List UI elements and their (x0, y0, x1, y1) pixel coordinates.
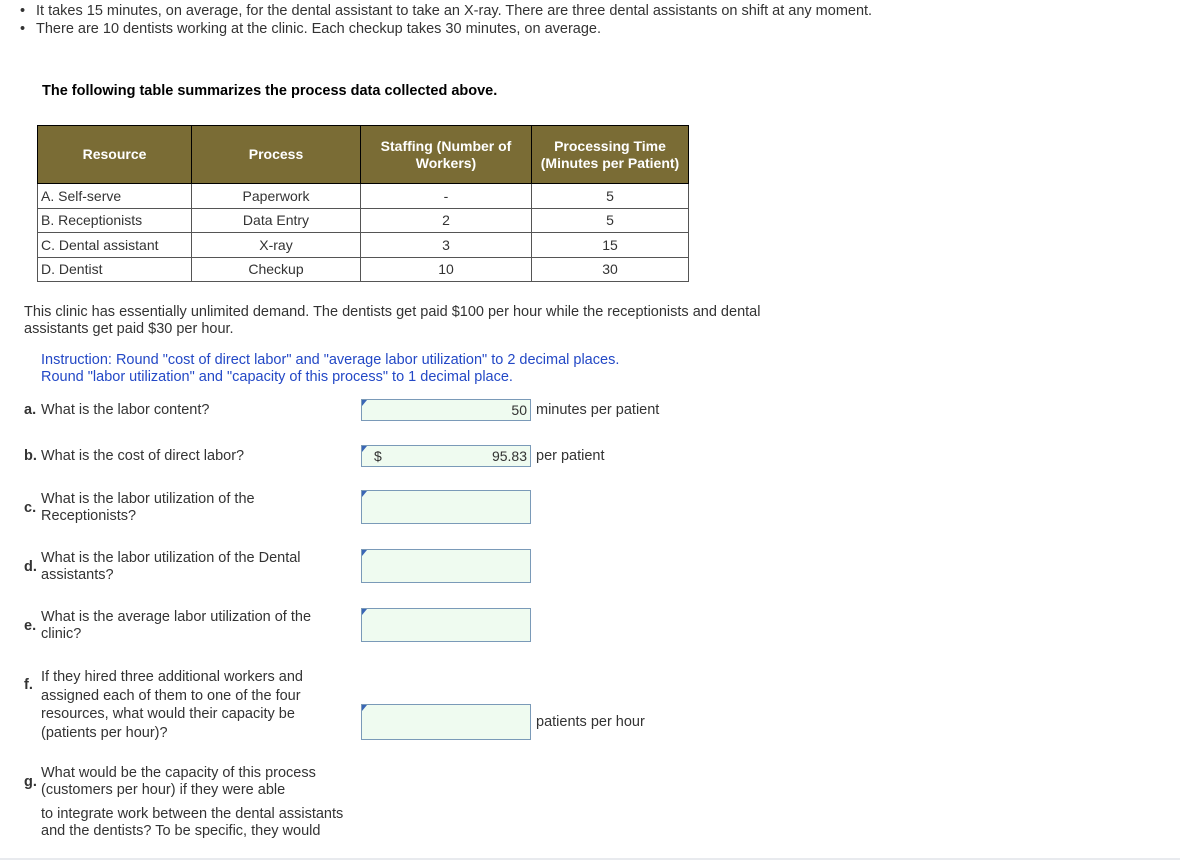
instruction-line-2: Round "labor utilization" and "capacity of this process" to 1 decimal place. (41, 369, 513, 385)
cell-processing-time: 5 (532, 208, 689, 233)
question-c-text (41, 491, 255, 525)
table-row (38, 184, 689, 209)
answer-f-unit: patients per hour (536, 714, 645, 730)
demand-paragraph: This clinic has essentially unlimited demand. The dentists get paid $100 per hour while the receptionists and dental assistants get paid $30 per hour. (24, 304, 761, 337)
table-header-row (38, 126, 689, 184)
question-e-line-2: clinic? (41, 626, 82, 642)
flag-icon (362, 400, 367, 406)
cell-processing-time: 15 (532, 233, 689, 258)
cell-staffing: 10 (361, 257, 532, 282)
answer-b-value: 95.83 (491, 448, 527, 464)
table-row (38, 257, 689, 282)
flag-icon (362, 609, 367, 615)
question-d-letter: d. (24, 559, 37, 575)
answer-a-unit: minutes per patient (536, 402, 660, 418)
answer-b-unit: per patient (536, 448, 605, 464)
question-g-line-4: and the dentists? To be specific, they would (41, 823, 321, 839)
table-row (38, 208, 689, 233)
question-a-letter: a. (24, 402, 37, 418)
answer-a-input[interactable] (361, 399, 531, 421)
question-c-letter: c. (24, 500, 37, 516)
question-e-letter: e. (24, 618, 37, 634)
question-e-text (41, 609, 311, 643)
question-f-text (41, 668, 303, 742)
process-table (37, 125, 689, 282)
header-processing-time: Processing Time (Minutes per Patient) (532, 126, 689, 184)
flag-icon (362, 491, 367, 497)
answer-a-value: 50 (511, 402, 527, 418)
answer-e-input[interactable] (361, 608, 531, 642)
flag-icon (362, 446, 367, 452)
cell-resource: C. Dental assistant (38, 233, 192, 258)
cell-processing-time: 30 (532, 257, 689, 282)
answer-b-input[interactable] (361, 445, 531, 467)
question-g-text (41, 765, 343, 840)
question-g-line-3: to integrate work between the dental assistants (41, 806, 344, 822)
question-d-text (41, 550, 301, 584)
question-a-text: What is the labor content? (41, 402, 210, 418)
cell-resource: A. Self-serve (38, 184, 192, 209)
answer-d-input[interactable] (361, 549, 531, 583)
header-resource: Resource (38, 126, 192, 184)
question-g-letter: g. (24, 774, 37, 790)
table-intro: The following table summarizes the process data collected above. (42, 83, 498, 99)
cell-process: Data Entry (192, 208, 361, 233)
currency-symbol: $ (374, 448, 382, 464)
question-c-line-1: What is the labor utilization of the (41, 491, 255, 507)
header-process: Process (192, 126, 361, 184)
flag-icon (362, 705, 367, 711)
rounding-instruction (41, 352, 619, 386)
problem-bullets (20, 2, 872, 38)
cell-process: X-ray (192, 233, 361, 258)
question-f-line-1: If they hired three additional workers and (41, 669, 303, 685)
bullet-xray: • It takes 15 minutes, on average, for the dental assistant to take an X-ray. There are three dental assistants on shift at any moment. (20, 2, 872, 20)
question-g-line-1: What would be the capacity of this process (41, 765, 316, 781)
question-b-text: What is the cost of direct labor? (41, 448, 245, 464)
bullet-dentists: • There are 10 dentists working at the clinic. Each checkup takes 30 minutes, on average. (20, 20, 872, 38)
answer-c-input[interactable] (361, 490, 531, 524)
header-staffing: Staffing (Number of Workers) (361, 126, 532, 184)
question-d-line-1: What is the labor utilization of the Dental (41, 550, 301, 566)
spacer (41, 799, 343, 806)
answer-f-input[interactable] (361, 704, 531, 740)
question-d-line-2: assistants? (41, 567, 114, 583)
cell-staffing: 3 (361, 233, 532, 258)
cell-processing-time: 5 (532, 184, 689, 209)
question-c-line-2: Receptionists? (41, 508, 137, 524)
instruction-line-1: Instruction: Round "cost of direct labor" and "average labor utilization" to 2 decimal places. (41, 352, 620, 368)
divider (0, 858, 1180, 860)
cell-process: Paperwork (192, 184, 361, 209)
cell-resource: D. Dentist (38, 257, 192, 282)
question-g-line-2: (customers per hour) if they were able (41, 782, 286, 798)
question-f-line-4: (patients per hour)? (41, 724, 168, 741)
question-f-line-2: assigned each of them to one of the four (41, 687, 301, 704)
question-e-line-1: What is the average labor utilization of the (41, 609, 312, 625)
cell-staffing: - (361, 184, 532, 209)
question-b-letter: b. (24, 448, 37, 464)
cell-process: Checkup (192, 257, 361, 282)
cell-resource: B. Receptionists (38, 208, 192, 233)
question-f-line-3: resources, what would their capacity be (41, 706, 295, 722)
cell-staffing: 2 (361, 208, 532, 233)
flag-icon (362, 550, 367, 556)
question-f-letter: f. (24, 677, 33, 693)
table-row (38, 233, 689, 258)
